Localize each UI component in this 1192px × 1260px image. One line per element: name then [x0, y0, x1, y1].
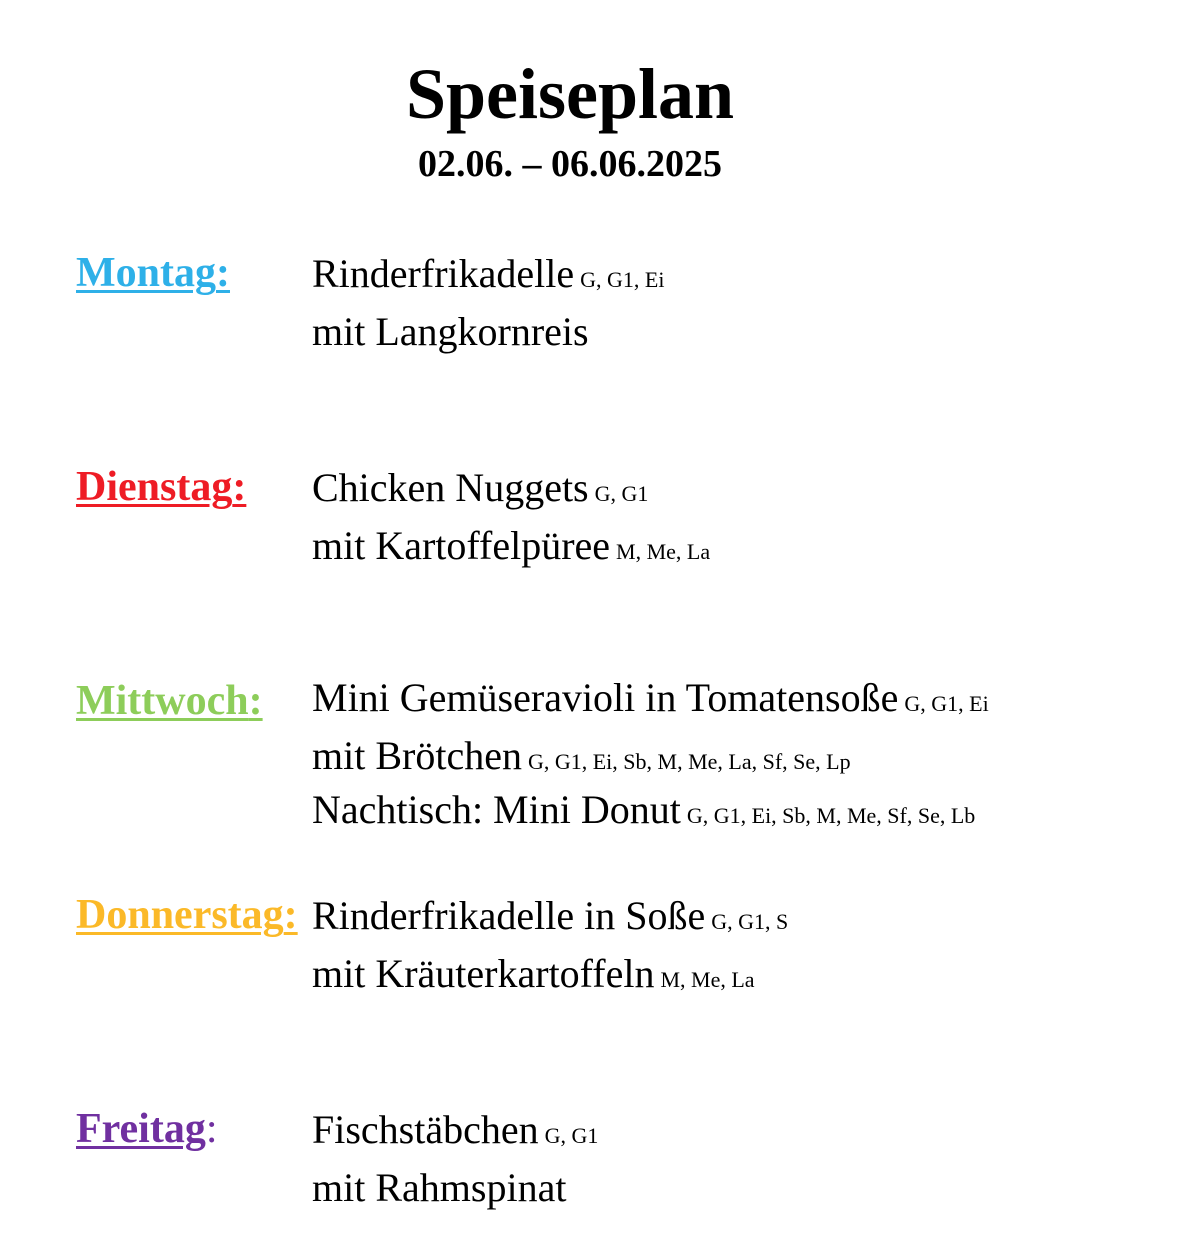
- dish-list-wednesday: [312, 676, 1052, 840]
- dish-side: [312, 948, 1052, 1006]
- dish-text: Chicken Nuggets: [312, 465, 589, 510]
- dish-text: mit Brötchen: [312, 733, 522, 778]
- allergen-codes: G, G1: [544, 1123, 599, 1148]
- day-colon: :: [248, 678, 263, 724]
- dish-dessert: [312, 786, 1052, 840]
- allergen-codes: G, G1: [594, 481, 649, 506]
- day-label-wednesday: [76, 676, 263, 726]
- dish-text: Nachtisch: Mini Donut: [312, 787, 681, 832]
- dish-main: [312, 676, 1052, 726]
- dish-side: [312, 732, 1052, 786]
- dish-main: [312, 1104, 1052, 1162]
- allergen-codes: G, G1, Ei, Sb, M, Me, La, Sf, Se, Lp: [527, 749, 851, 774]
- dish-text: mit Kartoffelpüree: [312, 523, 611, 568]
- dish-text: Rinderfrikadelle: [312, 251, 575, 296]
- dish-list-friday: [312, 1104, 1052, 1214]
- day-label-tuesday: [76, 462, 246, 512]
- dish-text: mit Langkornreis: [312, 309, 589, 354]
- dish-side: [312, 1162, 1052, 1214]
- dish-text: Mini Gemüseravioli in Tomatensoße: [312, 675, 899, 720]
- dish-text: Rinderfrikadelle in Soße: [312, 893, 706, 938]
- allergen-codes: G, G1, Ei: [580, 267, 665, 292]
- dish-main: [312, 890, 1052, 948]
- dish-list-tuesday: [312, 462, 1052, 578]
- day-name: Montag: [76, 250, 216, 296]
- day-label-friday: [76, 1104, 218, 1154]
- allergen-codes: G, G1, Ei, Sb, M, Me, Sf, Se, Lb: [686, 803, 976, 828]
- allergen-codes: M, Me, La: [616, 539, 711, 564]
- day-name: Donnerstag: [76, 892, 284, 938]
- day-name: Dienstag: [76, 464, 233, 510]
- dish-text: mit Rahmspinat: [312, 1165, 567, 1210]
- dish-side: [312, 520, 1052, 578]
- allergen-codes: M, Me, La: [660, 967, 755, 992]
- day-name: Freitag: [76, 1106, 206, 1152]
- dish-text: Fischstäbchen: [312, 1107, 539, 1152]
- day-name: Mittwoch: [76, 678, 249, 724]
- page-title: Speiseplan: [405, 54, 735, 134]
- day-label-monday: [76, 248, 230, 298]
- dish-main: [312, 462, 1052, 520]
- day-colon: :: [283, 892, 298, 938]
- day-colon: :: [205, 1106, 218, 1152]
- dish-list-monday: [312, 248, 1052, 358]
- date-range: 02.06. – 06.06.2025: [418, 143, 722, 185]
- day-colon: :: [216, 250, 230, 296]
- dish-list-thursday: [312, 890, 1052, 1006]
- dish-main: [312, 248, 1052, 306]
- allergen-codes: G, G1, Ei: [904, 691, 989, 716]
- dish-text: mit Kräuterkartoffeln: [312, 951, 655, 996]
- allergen-codes: G, G1, S: [711, 909, 789, 934]
- day-colon: :: [232, 464, 247, 510]
- day-label-thursday: [76, 890, 298, 940]
- dish-side: [312, 306, 1052, 358]
